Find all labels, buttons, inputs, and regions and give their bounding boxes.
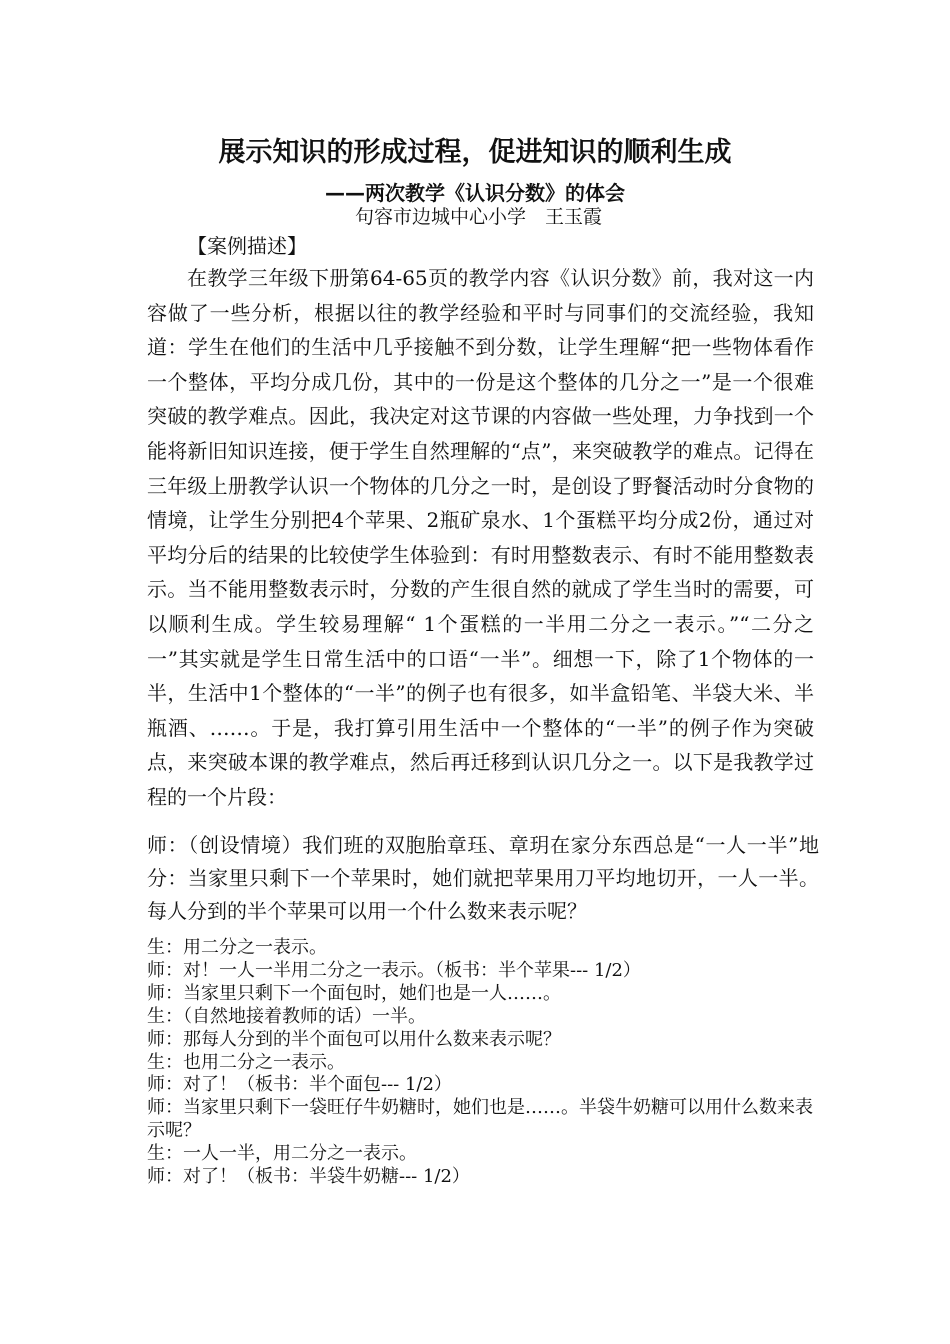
dialogue-line: 师：那每人分到的半个面包可以用什么数来表示呢？: [147, 1028, 561, 1050]
dialogue-line: 师：对！一人一半用二分之一表示。（板书：半个苹果--- 1/2）: [147, 959, 641, 981]
section-heading: 【案例描述】: [187, 234, 307, 258]
dialogue-line: 师：当家里只剩下一个面包时，她们也是一人……。: [147, 982, 561, 1004]
dialogue-line: 生：（自然地接着教师的话）一半。: [147, 1005, 426, 1027]
dialogue-list: [147, 937, 819, 1189]
dialogue-line: 师：对了！（板书：半袋牛奶糖--- 1/2）: [147, 1166, 470, 1188]
document-title: 展示知识的形成过程，促进知识的顺利生成: [218, 137, 732, 168]
paragraph-teacher-scenario: 师：（创设情境）我们班的双胞胎章珏、章玥在家分东西总是“一人一半”地分：当家里只剩下一个苹果时，她们就把苹果用刀平均地切开，一人一半。每人分到的半个苹果可以用一个什么数来表示呢？: [147, 833, 819, 923]
dialogue-line: 生：用二分之一表示。: [147, 937, 327, 958]
dialogue-line: 师：当家里只剩下一袋旺仔牛奶糖时，她们也是……。半袋牛奶糖可以用什么数来表示呢？: [147, 1097, 813, 1142]
author-byline: 句容市边城中心小学 王玉霞: [355, 206, 603, 228]
dialogue-line: 师：对了！（板书：半个面包--- 1/2）: [147, 1074, 452, 1096]
dialogue-line: 生：一人一半，用二分之一表示。: [147, 1143, 417, 1165]
document-subtitle: ——两次教学《认识分数》的体会: [325, 181, 625, 205]
paragraph-case-description: 在教学三年级下册第64-65页的教学内容《认识分数》前，我对这一内容做了一些分析，根据以往的教学经验和平时与同事们的交流经验，我知道：学生在他们的生活中几乎接触不到分数，让学生理解“把一些物体看作一个整体，平均分成几份，其中的一份是这个整体的几分之一”是一个很难突破的教学难点。因此，我决定对这节课的内容做一些处理，力争找到一个能将新旧知识连接，便于学生自然理解的“点”，来突破教学的难点。记得在三年级上册教学认识一个物体的几分之一时，是创设了野餐活动时分食物的情境，让学生分别把4个苹果、2瓶矿泉水、1个蛋糕平均分成2份，通过对平均分后的结果的比较使学生体验到：有时用整数表示、有时不能用整数表示。当不能用整数表示时，分数的产生很自然的就成了学生当时的需要，可以顺利生成。学生较易理解“ 1个蛋糕的一半用二分之一表示。”“二分之一”其实就是学生日常生活中的口语“一半”。细想一下，除了1个物体的一半，生活中1个整体的“一半”的例子也有很多，如半盒铅笔、半袋大米、半瓶酒、……。于是，我打算引用生活中一个整体的“一半”的例子作为突破点，来突破本课的教学难点，然后再迁移到认识几分之一。以下是我教学过程的一个片段：: [147, 266, 814, 809]
dialogue-line: 生：也用二分之一表示。: [147, 1051, 345, 1073]
